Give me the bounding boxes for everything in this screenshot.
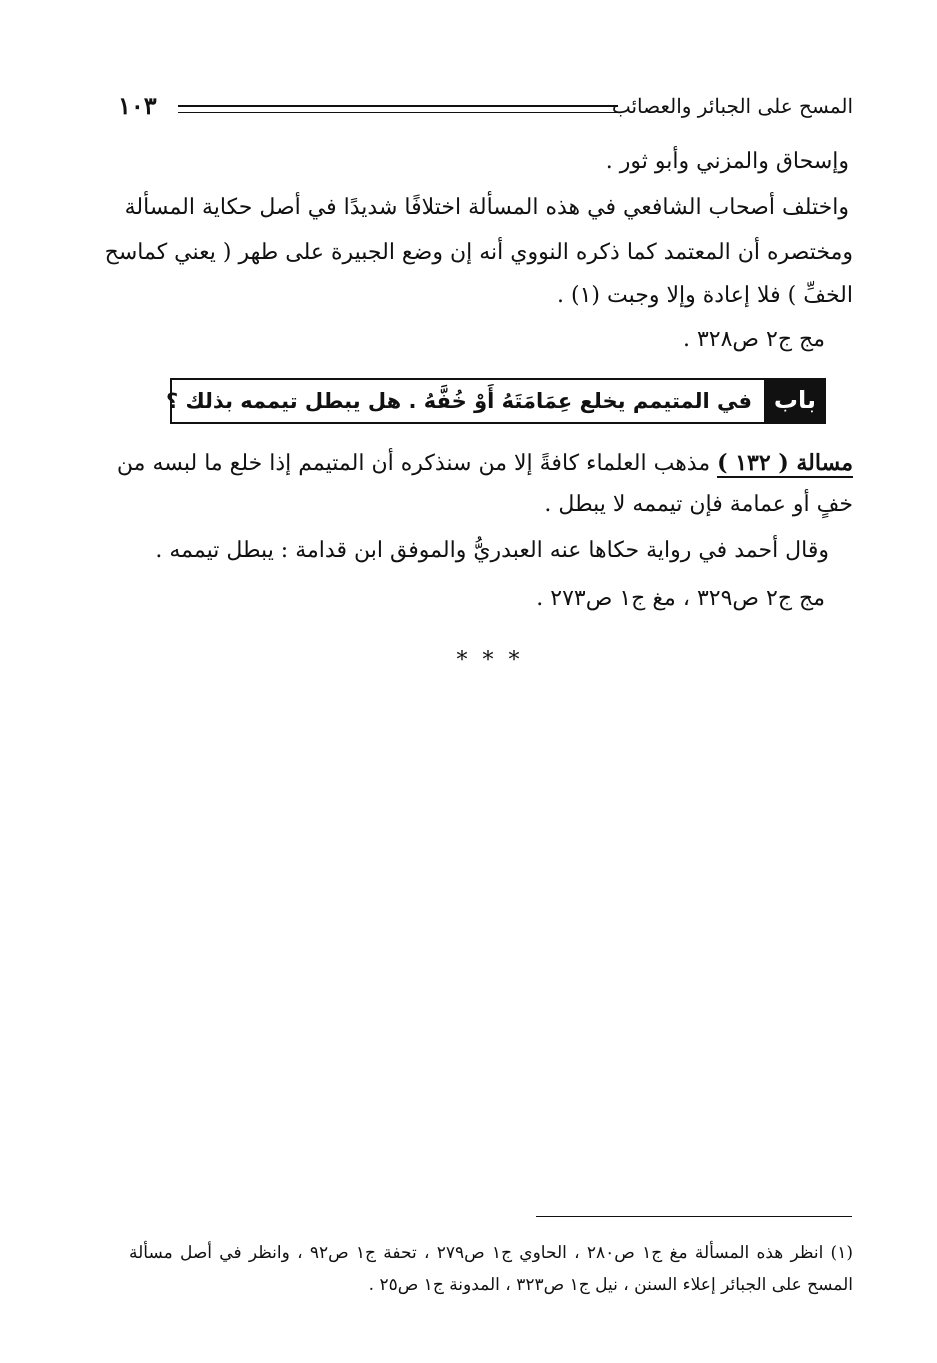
body-line-3: ومختصره أن المعتمد كما ذكره النووي أنه إن وضع الجبيرة على طهر ( يعني كماسح bbox=[104, 240, 853, 265]
running-header bbox=[118, 91, 853, 122]
running-title: المسح على الجبائر والعصائب bbox=[611, 94, 853, 118]
footnote-line-2: المسح على الجبائر إعلاء السنن ، نيل ج١ ص٣٢٣ ، المدونة ج١ ص٢٥ . bbox=[368, 1275, 853, 1295]
body-line-1: وإسحاق والمزني وأبو ثور . bbox=[605, 149, 849, 174]
footnote-line-1: (١) انظر هذه المسألة مغ ج١ ص٢٨٠ ، الحاوي ج١ ص٢٧٩ ، تحفة ج١ ص٩٢ ، وانظر في أصل مسألة bbox=[129, 1243, 853, 1263]
chapter-label: باب bbox=[764, 378, 826, 424]
masala-line-3: وقال أحمد في رواية حكاها عنه العبدريُّ والموفق ابن قدامة : يبطل تيممه . bbox=[155, 538, 829, 563]
body-line-4: الخفِّ ) فلا إعادة وإلا وجبت (١) . bbox=[557, 283, 853, 308]
page-number: ١٠٣ bbox=[118, 91, 157, 120]
reference-line: مج ج٢ ص٣٢٨ . bbox=[682, 327, 825, 352]
header-rule bbox=[178, 105, 618, 113]
body-line-2: واختلف أصحاب الشافعي في هذه المسألة اختلافًا شديدًا في أصل حكاية المسألة bbox=[124, 195, 849, 220]
chapter-title: في المتيمم يخلع عِمَامَتَهُ أَوْ خُفَّهُ . هل يبطل تيممه بذلك ؟ bbox=[166, 389, 752, 413]
section-separator: * * * bbox=[456, 648, 524, 673]
masala-line-2: خفٍ أو عمامة فإن تيممه لا يبطل . bbox=[544, 492, 853, 517]
masala-label: مسالة ( ١٣٢ ) bbox=[717, 450, 853, 476]
masala-line-1-text: مذهب العلماء كافةً إلا من سنذكره أن المتيمم إذا خلع ما لبسه من bbox=[116, 451, 718, 476]
chapter-heading-box bbox=[166, 378, 826, 424]
masala-line-1 bbox=[117, 445, 853, 481]
masala-reference: مج ج٢ ص٣٢٩ ، مغ ج١ ص٢٧٣ . bbox=[536, 586, 825, 611]
footnote-rule bbox=[536, 1216, 852, 1217]
